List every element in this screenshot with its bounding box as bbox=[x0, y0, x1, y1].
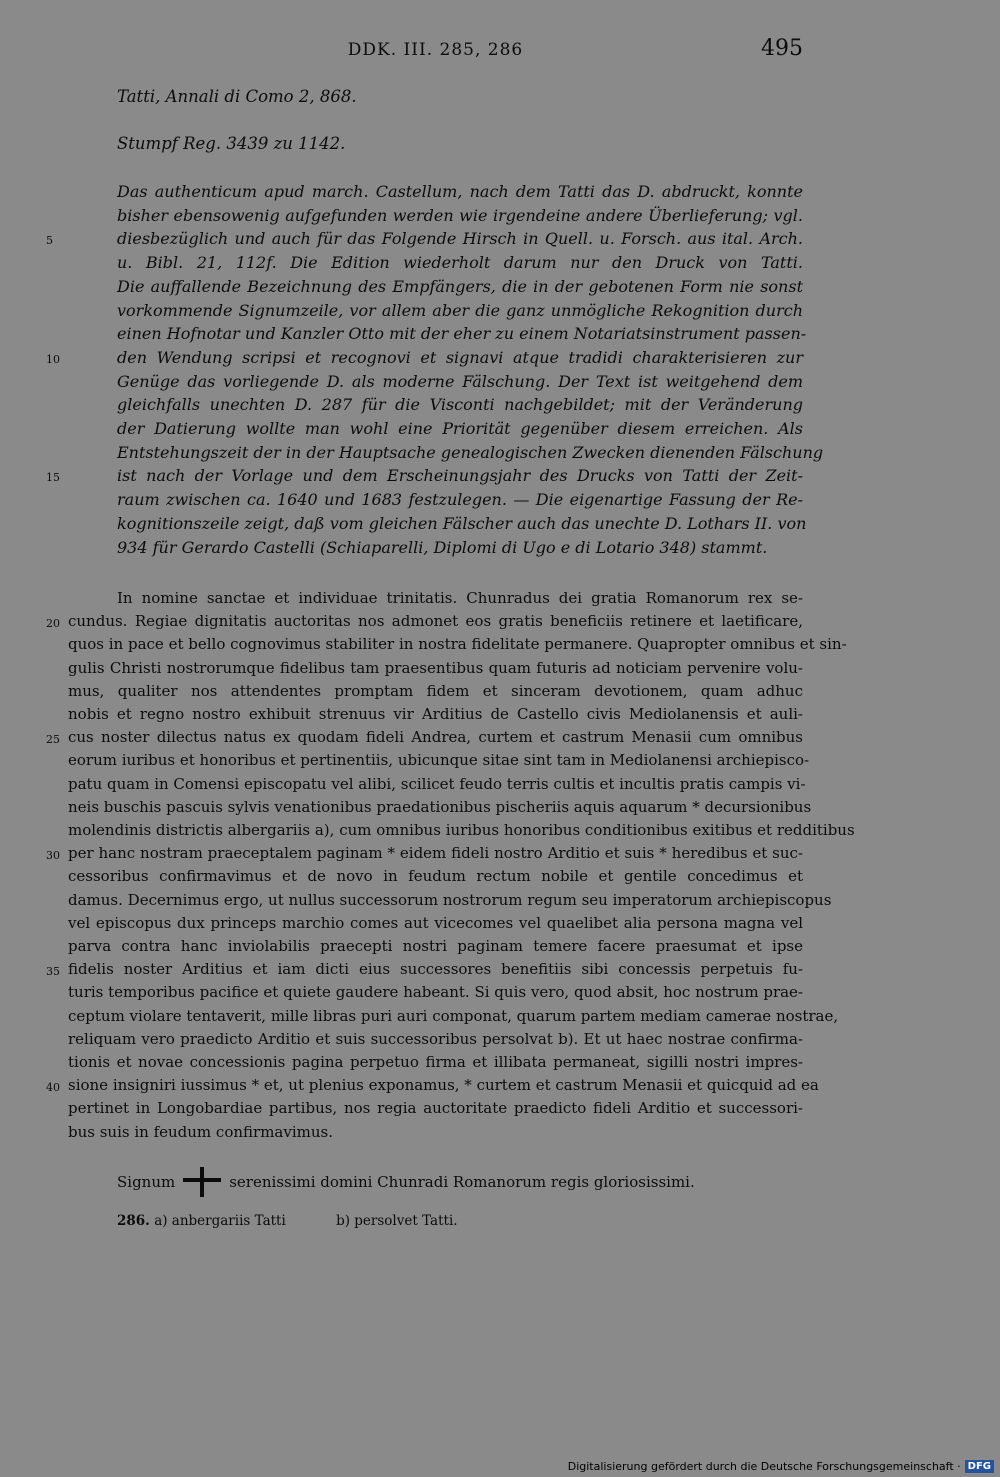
charter-line: damus. Decernimus ergo, ut nullus successorum nostrorum regum seu imperatorum archiepiscopus bbox=[68, 890, 832, 909]
charter-line: ceptum violare tentaverit, mille libras puri auri componat, quarum partem mediam camerae nostrae, bbox=[68, 1006, 839, 1025]
line-number: 15 bbox=[46, 471, 60, 485]
commentary-line: u. Bibl. 21, 112f. Die Edition wiederholt darum nur den Druck von Tatti. bbox=[117, 253, 803, 273]
source-line: Tatti, Annali di Como 2, 868. bbox=[117, 87, 357, 106]
charter-line: cessoribus confirmavimus et de novo in feudum rectum nobile et gentile concedimus et bbox=[68, 867, 803, 886]
footnotes bbox=[117, 1213, 458, 1229]
footnote-number: 286. bbox=[117, 1213, 150, 1229]
charter-line: vel episcopus dux princeps marchio comes aut vicecomes vel quaelibet alia persona magna vel bbox=[68, 913, 803, 932]
charter-line: cus noster dilectus natus ex quodam fideli Andrea, curtem et castrum Menasii cum omnibus bbox=[68, 728, 803, 747]
charter-line: reliquam vero praedicto Arditio et suis successoribus persolvat b). Et ut haec nostrae confirma- bbox=[68, 1029, 803, 1048]
commentary-line: gleichfalls unechten D. 287 für die Visconti nachgebildet; mit der Veränderung bbox=[117, 395, 803, 415]
charter-line: mus, qualiter nos attendentes promptam fidem et sinceram devotionem, quam adhuc bbox=[68, 681, 803, 700]
page-header bbox=[68, 38, 803, 64]
commentary-line: kognitionszeile zeigt, daß vom gleichen Fälscher auch das unechte D. Lothars II. von bbox=[117, 513, 807, 533]
charter-line: pertinet in Longobardiae partibus, nos regia auctoritate praedicto fideli Arditio et successori- bbox=[68, 1099, 803, 1118]
commentary-line: Die auffallende Bezeichnung des Empfängers, die in der gebotenen Form nie sonst bbox=[117, 276, 803, 296]
charter-line: sione insigniri iussimus * et, ut plenius exponamus, * curtem et castrum Menasii et quicquid ad ea bbox=[68, 1076, 819, 1095]
charter-line: bus suis in feudum confirmavimus. bbox=[68, 1122, 333, 1141]
commentary-line: Entstehungszeit der in der Hauptsache genealogischen Zwecken dienenden Fälschung bbox=[117, 442, 824, 462]
charter-line: eorum iuribus et honoribus et pertinentiis, ubicunque sitae sint tam in Mediolanensi archiepisco- bbox=[68, 751, 810, 770]
running-head: DDK. III. 285, 286 bbox=[347, 40, 524, 60]
charter-line: nobis et regno nostro exhibuit strenuus vir Arditius de Castello civis Mediolanensis et auli- bbox=[68, 705, 803, 723]
charter-line: per hanc nostram praeceptalem paginam * eidem fideli nostro Arditio et suis * heredibus et suc- bbox=[68, 844, 803, 863]
signum-label: Signum bbox=[117, 1173, 176, 1191]
charter-line: molendinis districtis albergariis a), cum omnibus iuribus honoribus conditionibus exitibus et redditibus bbox=[68, 821, 855, 839]
charter-line: In nomine sanctae et individuae trinitatis. Chunradus dei gratia Romanorum rex se- bbox=[117, 589, 803, 607]
commentary-line: den Wendung scripsi et recognovi et signavi atque tradidi charakterisieren zur bbox=[117, 347, 803, 367]
footnote-a: a) anbergariis Tatti bbox=[154, 1213, 286, 1229]
charter-line: quos in pace et bello cognovimus stabiliter in nostra fidelitate permanere. Quapropter omnibus et sin- bbox=[68, 635, 847, 654]
commentary-line: einen Hofnotar und Kanzler Otto mit der eher zu einem Notariatsinstrument passen- bbox=[117, 324, 807, 344]
commentary-line: diesbezüglich und auch für das Folgende Hirsch in Quell. u. Forsch. aus ital. Arch. bbox=[117, 229, 803, 249]
commentary-line: Das authenticum apud march. Castellum, nach dem Tatti das D. abdruckt, konnte bbox=[117, 182, 803, 201]
line-number: 40 bbox=[46, 1081, 60, 1095]
line-number: 10 bbox=[46, 352, 60, 366]
charter-line: tionis et novae concessionis pagina perpetuo firma et illibata permaneat, sigilli nostri impres- bbox=[68, 1053, 803, 1071]
line-number: 25 bbox=[46, 733, 60, 747]
footnote-b: b) persolvet Tatti. bbox=[336, 1213, 458, 1229]
commentary-line: 934 für Gerardo Castelli (Schiaparelli, Diplomi di Ugo e di Lotario 348) stammt. bbox=[117, 537, 768, 557]
commentary-line: ist nach der Vorlage und dem Erscheinungsjahr des Drucks von Tatti der Zeit- bbox=[117, 466, 803, 486]
commentary-line: der Datierung wollte man wohl eine Priorität gegenüber diesem erreichen. Als bbox=[117, 419, 803, 438]
line-number: 5 bbox=[46, 234, 53, 248]
line-number: 20 bbox=[46, 617, 60, 631]
footer-text: Digitalisierung gefördert durch die Deutsche Forschungsgemeinschaft · bbox=[567, 1460, 961, 1473]
charter-line: cundus. Regiae dignitatis auctoritas nos admonet eos gratis beneficiis retinere et laetificare, bbox=[68, 612, 803, 631]
commentary-line: bisher ebensowenig aufgefunden werden wie irgendeine andere Überlieferung; vgl. bbox=[117, 205, 803, 225]
footer bbox=[568, 1460, 994, 1473]
cross-icon bbox=[183, 1167, 221, 1197]
signum-text: serenissimi domini Chunradi Romanorum regis gloriosissimi. bbox=[229, 1173, 695, 1191]
line-number: 35 bbox=[46, 965, 60, 979]
signum-line bbox=[117, 1167, 695, 1197]
charter-line: parva contra hanc inviolabilis praecepti nostri paginam temere facere praesumat et ipse bbox=[68, 937, 803, 955]
charter-line: fidelis noster Arditius et iam dicti eius successores benefitiis sibi concessis perpetuis fu- bbox=[68, 960, 803, 979]
charter-line: gulis Christi nostrorumque fidelibus tam praesentibus quam futuris ad noticiam pervenire volu- bbox=[68, 658, 803, 677]
dfg-logo: DFG bbox=[965, 1460, 994, 1473]
commentary-line: Genüge das vorliegende D. als moderne Fälschung. Der Text ist weitgehend dem bbox=[117, 371, 803, 391]
commentary-line: raum zwischen ca. 1640 und 1683 festzulegen. — Die eigenartige Fassung der Re- bbox=[117, 490, 803, 510]
page-number: 495 bbox=[761, 36, 803, 61]
commentary-line: vorkommende Signumzeile, vor allem aber die ganz unmögliche Rekognition durch bbox=[117, 300, 803, 320]
source-line: Stumpf Reg. 3439 zu 1142. bbox=[117, 134, 346, 153]
charter-line: turis temporibus pacifice et quiete gaudere habeant. Si quis vero, quod absit, hoc nostrum prae- bbox=[68, 983, 803, 1002]
line-number: 30 bbox=[46, 849, 60, 863]
charter-line: patu quam in Comensi episcopatu vel alibi, scilicet feudo terris cultis et incultis pratis campis vi- bbox=[68, 774, 806, 793]
charter-line: neis buschis pascuis sylvis venationibus praedationibus pischeriis aquis aquarum * decursionibus bbox=[68, 797, 812, 816]
